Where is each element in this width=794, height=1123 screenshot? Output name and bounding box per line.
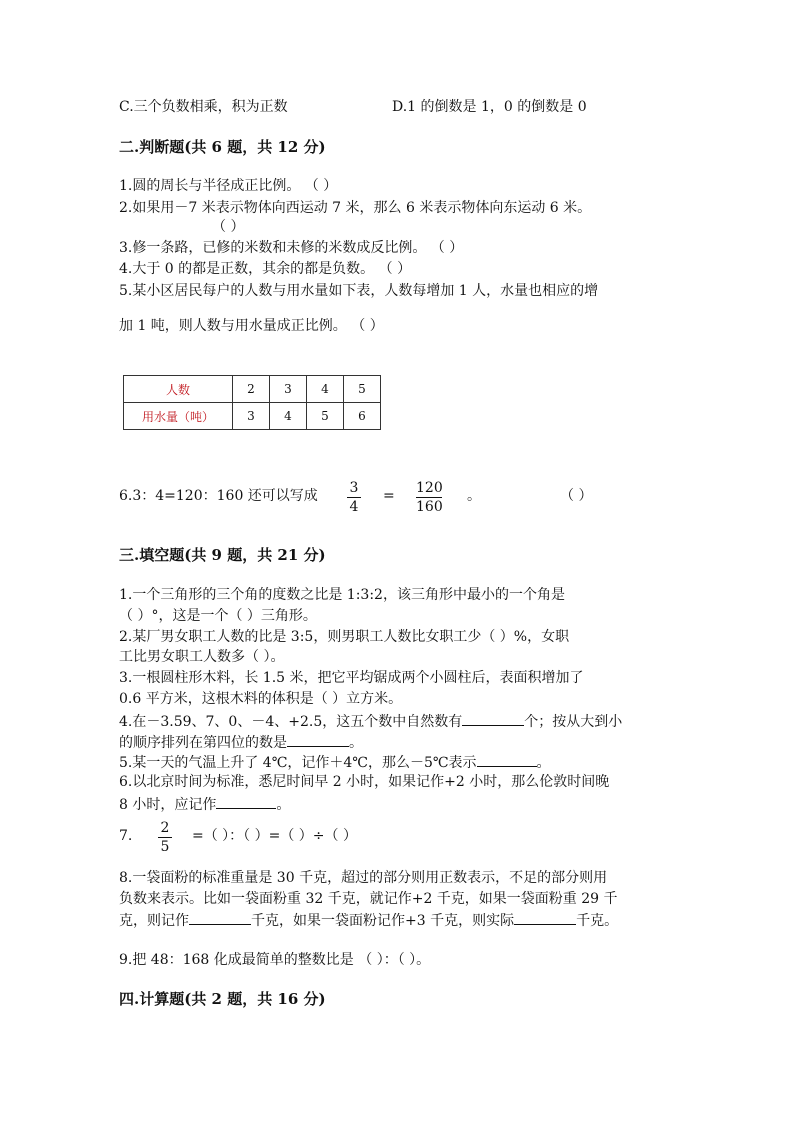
fill-q8-text: 千克，如果一袋面粉记作+3 千克，则实际 bbox=[251, 913, 515, 929]
fill-q4-text: 。 bbox=[349, 735, 363, 751]
judgement-q4: 4.大于 0 的都是正数，其余的都是负数。 （ ） bbox=[119, 261, 412, 277]
fill-q4-line1 bbox=[119, 711, 622, 731]
answer-blank[interactable] bbox=[514, 910, 576, 925]
equals-sign: = bbox=[383, 488, 395, 504]
fill-q1-line1: 1.一个三角形的三个角的度数之比是 1:3:2，该三角形中最小的一个角是 bbox=[119, 587, 565, 603]
fill-q2-line1: 2.某厂男女职工人数的比是 3:5，则男职工人数比女职工少（ ）%，女职 bbox=[119, 629, 570, 645]
fill-q1-line2: （ ）°，这是一个（ ）三角形。 bbox=[119, 608, 317, 624]
fraction-denominator: 160 bbox=[416, 499, 443, 515]
fill-q8-line3 bbox=[119, 910, 618, 930]
table-cell: 3 bbox=[270, 376, 307, 403]
fill-q4-text: 个；按从大到小 bbox=[524, 714, 623, 730]
fraction-bar bbox=[158, 837, 172, 838]
fraction-120-160 bbox=[416, 480, 442, 515]
fill-q3-line1: 3.一根圆柱形木料，长 1.5 米，把它平均锯成两个小圆柱后，表面积增加了 bbox=[119, 670, 584, 686]
judgement-q5-line1: 5.某小区居民每户的人数与用水量如下表，人数每增加 1 人，水量也相应的增 bbox=[119, 283, 599, 299]
fraction-numerator: 2 bbox=[160, 820, 170, 836]
fraction-denominator: 4 bbox=[349, 499, 359, 515]
section-heading-judgement: 二.判断题(共 6 题，共 12 分) bbox=[119, 138, 326, 156]
table-cell: 4 bbox=[270, 403, 307, 430]
judgement-q3: 3.修一条路，已修的米数和未修的米数成反比例。 （ ） bbox=[119, 240, 464, 256]
fraction-two-fifths bbox=[158, 820, 172, 855]
fill-q7-expression: =（ ）：（ ）=（ ）÷（ ） bbox=[192, 828, 357, 844]
fill-q8-line2: 负数来表示。比如一袋面粉重 32 千克，就记作+2 千克，如果一袋面粉重 29 千 bbox=[119, 891, 618, 907]
judgement-q6-suffix: 。 bbox=[467, 488, 481, 504]
judgement-q2-paren: （ ） bbox=[212, 219, 245, 235]
table-cell: 5 bbox=[344, 376, 381, 403]
option-d: D.1 的倒数是 1，0 的倒数是 0 bbox=[392, 99, 587, 115]
fill-q4-text: 4.在－3.59、7、0、－4、+2.5，这五个数中自然数有 bbox=[119, 714, 463, 730]
fill-q6-line1: 6.以北京时间为标准，悉尼时间早 2 小时，如果记作+2 小时，那么伦敦时间晚 bbox=[119, 774, 610, 790]
fill-q8-text: 千克。 bbox=[576, 913, 619, 929]
fill-q8-text: 克，则记作 bbox=[119, 913, 189, 929]
water-usage-table bbox=[123, 375, 381, 430]
section-heading-calculation: 四.计算题(共 2 题，共 16 分) bbox=[119, 990, 326, 1008]
answer-blank[interactable] bbox=[216, 794, 276, 809]
fill-q2-line2: 工比男女职工人数多（ ）。 bbox=[119, 649, 285, 665]
table-cell: 3 bbox=[233, 403, 270, 430]
table-row bbox=[124, 376, 381, 403]
section-heading-fill-in: 三.填空题(共 9 题，共 21 分) bbox=[119, 546, 326, 564]
judgement-q6-prefix: 6.3：4=120：160 还可以写成 bbox=[119, 488, 318, 504]
fraction-denominator: 5 bbox=[160, 839, 170, 855]
fill-q6-text: 8 小时，应记作 bbox=[119, 797, 217, 813]
fill-q5-text: 。 bbox=[536, 755, 551, 771]
answer-blank[interactable] bbox=[189, 910, 251, 925]
judgement-q1: 1.圆的周长与半径成正比例。 （ ） bbox=[119, 178, 338, 194]
table-cell: 5 bbox=[307, 403, 344, 430]
table-row bbox=[124, 403, 381, 430]
fill-q5-text: 5.某一天的气温上升了 4℃，记作＋4℃，那么－5℃表示 bbox=[119, 755, 477, 771]
table-row-label-people: 人数 bbox=[124, 376, 233, 403]
fill-q4-text: 的顺序排列在第四位的数是 bbox=[119, 735, 287, 751]
answer-blank[interactable] bbox=[477, 752, 537, 767]
fraction-three-quarters bbox=[347, 480, 361, 515]
fill-q3-line2: 0.6 平方米，这根木料的体积是（ ）立方米。 bbox=[119, 691, 403, 707]
fraction-numerator: 3 bbox=[349, 480, 359, 496]
fill-q9: 9.把 48：168 化成最简单的整数比是 （ ）：（ ）。 bbox=[119, 952, 431, 968]
fraction-numerator: 120 bbox=[416, 480, 443, 496]
fraction-bar bbox=[347, 497, 361, 498]
judgement-q2: 2.如果用－7 米表示物体向西运动 7 米，那么 6 米表示物体向东运动 6 米。 bbox=[119, 200, 592, 216]
table-cell: 6 bbox=[344, 403, 381, 430]
option-c: C.三个负数相乘，积为正数 bbox=[119, 99, 288, 115]
table-cell: 4 bbox=[307, 376, 344, 403]
fraction-bar bbox=[416, 497, 442, 498]
answer-blank[interactable] bbox=[462, 711, 524, 726]
fill-q5 bbox=[119, 752, 551, 772]
fill-q6-text: 。 bbox=[276, 797, 291, 813]
judgement-q5-line2: 加 1 吨，则人数与用水量成正比例。 （ ） bbox=[119, 318, 384, 334]
judgement-q6-paren: （ ） bbox=[560, 488, 593, 504]
table-cell: 2 bbox=[233, 376, 270, 403]
table-row-label-water: 用水量（吨） bbox=[124, 403, 233, 430]
fill-q6-line2 bbox=[119, 794, 290, 814]
fill-q8-line1: 8.一袋面粉的标准重量是 30 千克，超过的部分则用正数表示，不足的部分则用 bbox=[119, 870, 608, 886]
answer-blank[interactable] bbox=[287, 732, 349, 747]
fill-q4-line2 bbox=[119, 732, 363, 752]
fill-q7-label: 7. bbox=[119, 828, 133, 844]
